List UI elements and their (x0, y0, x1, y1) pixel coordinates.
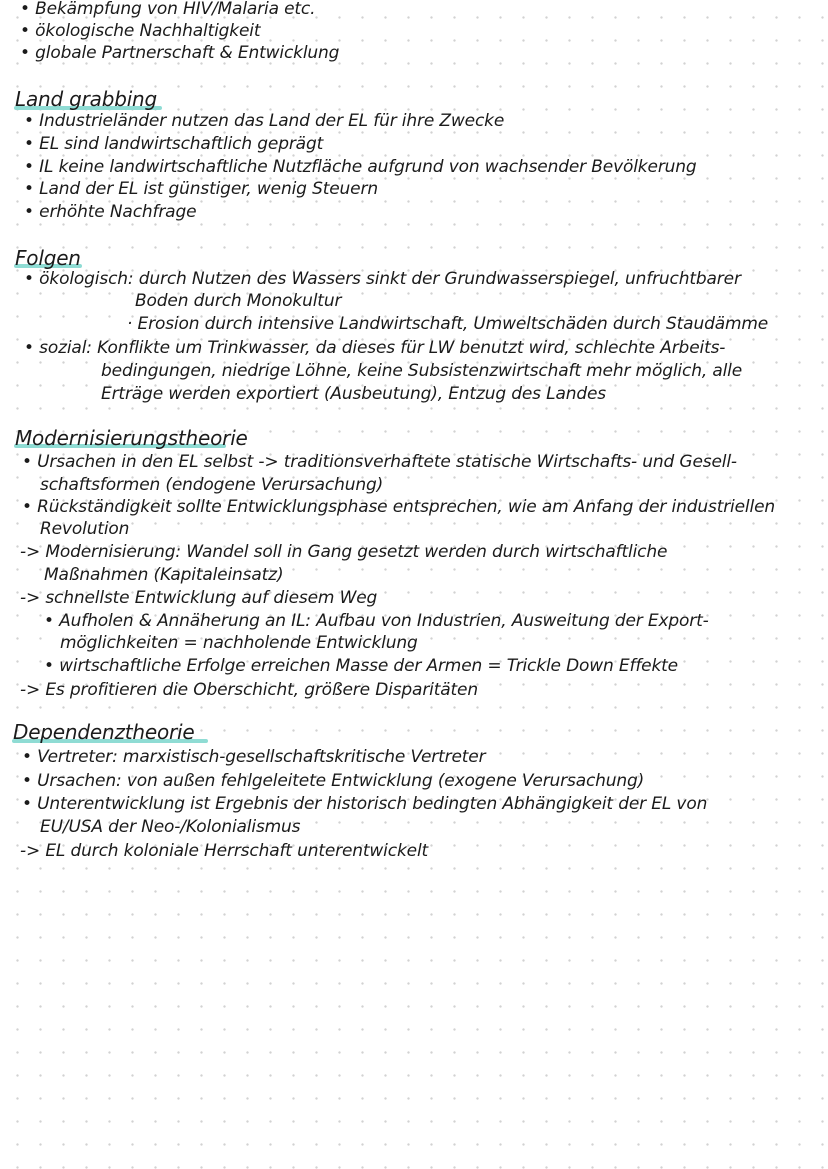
intro-line: • Bekämpfung von HIV/Malaria etc. (20, 0, 316, 19)
sub-item: • Aufholen & Annäherung an IL: Aufbau von Industrien, Ausweitung der Export- (44, 611, 709, 631)
arrow-item: -> Modernisierung: Wandel soll in Gang gesetzt werden durch wirtschaftliche (20, 542, 668, 562)
sub-item: · Erosion durch intensive Landwirtschaft, Umweltschäden durch Staudämme (127, 314, 769, 334)
list-item: • Industrieländer nutzen das Land der EL für ihre Zwecke (24, 111, 505, 131)
list-item-continuation: EU/USA der Neo-/Kolonialismus (40, 817, 301, 837)
list-item-continuation: Erträge werden exportiert (Ausbeutung), Entzug des Landes (101, 384, 607, 404)
arrow-item: -> schnellste Entwicklung auf diesem Weg (20, 588, 378, 608)
list-item: • Vertreter: marxistisch-gesellschaftskritische Vertreter (22, 747, 486, 767)
arrow-item: -> Es profitieren die Oberschicht, größere Disparitäten (20, 680, 478, 700)
intro-line: • globale Partnerschaft & Entwicklung (20, 43, 340, 63)
list-item-continuation: bedingungen, niedrige Löhne, keine Subsistenzwirtschaft mehr möglich, alle (101, 361, 743, 381)
sub-item: • wirtschaftliche Erfolge erreichen Masse der Armen = Trickle Down Effekte (44, 656, 678, 676)
list-item: • sozial: Konflikte um Trinkwasser, da dieses für LW benutzt wird, schlechte Arbeits- (24, 338, 726, 358)
list-item-continuation: Revolution (40, 519, 130, 539)
list-item: • Unterentwicklung ist Ergebnis der historisch bedingten Abhängigkeit der EL von (22, 794, 708, 814)
section-heading: Folgen (15, 246, 81, 270)
section-heading: Dependenztheorie (13, 720, 195, 744)
list-item: • erhöhte Nachfrage (24, 202, 197, 222)
list-item: • Ursachen in den EL selbst -> traditionsverhaftete statische Wirtschafts- und Gesell- (22, 452, 737, 472)
list-item-continuation: Boden durch Monokultur (135, 291, 342, 311)
list-item: • IL keine landwirtschaftliche Nutzfläche aufgrund von wachsender Bevölkerung (24, 157, 697, 177)
intro-line: • ökologische Nachhaltigkeit (20, 21, 261, 41)
list-item: • Ursachen: von außen fehlgeleitete Entwicklung (exogene Verursachung) (22, 771, 645, 791)
list-item-continuation: schaftsformen (endogene Verursachung) (40, 475, 384, 495)
list-item: • Land der EL ist günstiger, wenig Steuern (24, 179, 378, 199)
arrow-item: -> EL durch koloniale Herrschaft unterentwickelt (20, 841, 429, 861)
list-item: • Rückständigkeit sollte Entwicklungsphase entsprechen, wie am Anfang der industriellen (22, 497, 776, 517)
section-heading: Modernisierungstheorie (15, 426, 248, 450)
section-heading: Land grabbing (15, 87, 158, 111)
list-item: • EL sind landwirtschaftlich geprägt (24, 134, 324, 154)
list-item: • ökologisch: durch Nutzen des Wassers sinkt der Grundwasserspiegel, unfruchtbarer (24, 269, 741, 289)
list-item-continuation: möglichkeiten = nachholende Entwicklung (60, 633, 418, 653)
list-item-continuation: Maßnahmen (Kapitaleinsatz) (44, 565, 284, 585)
